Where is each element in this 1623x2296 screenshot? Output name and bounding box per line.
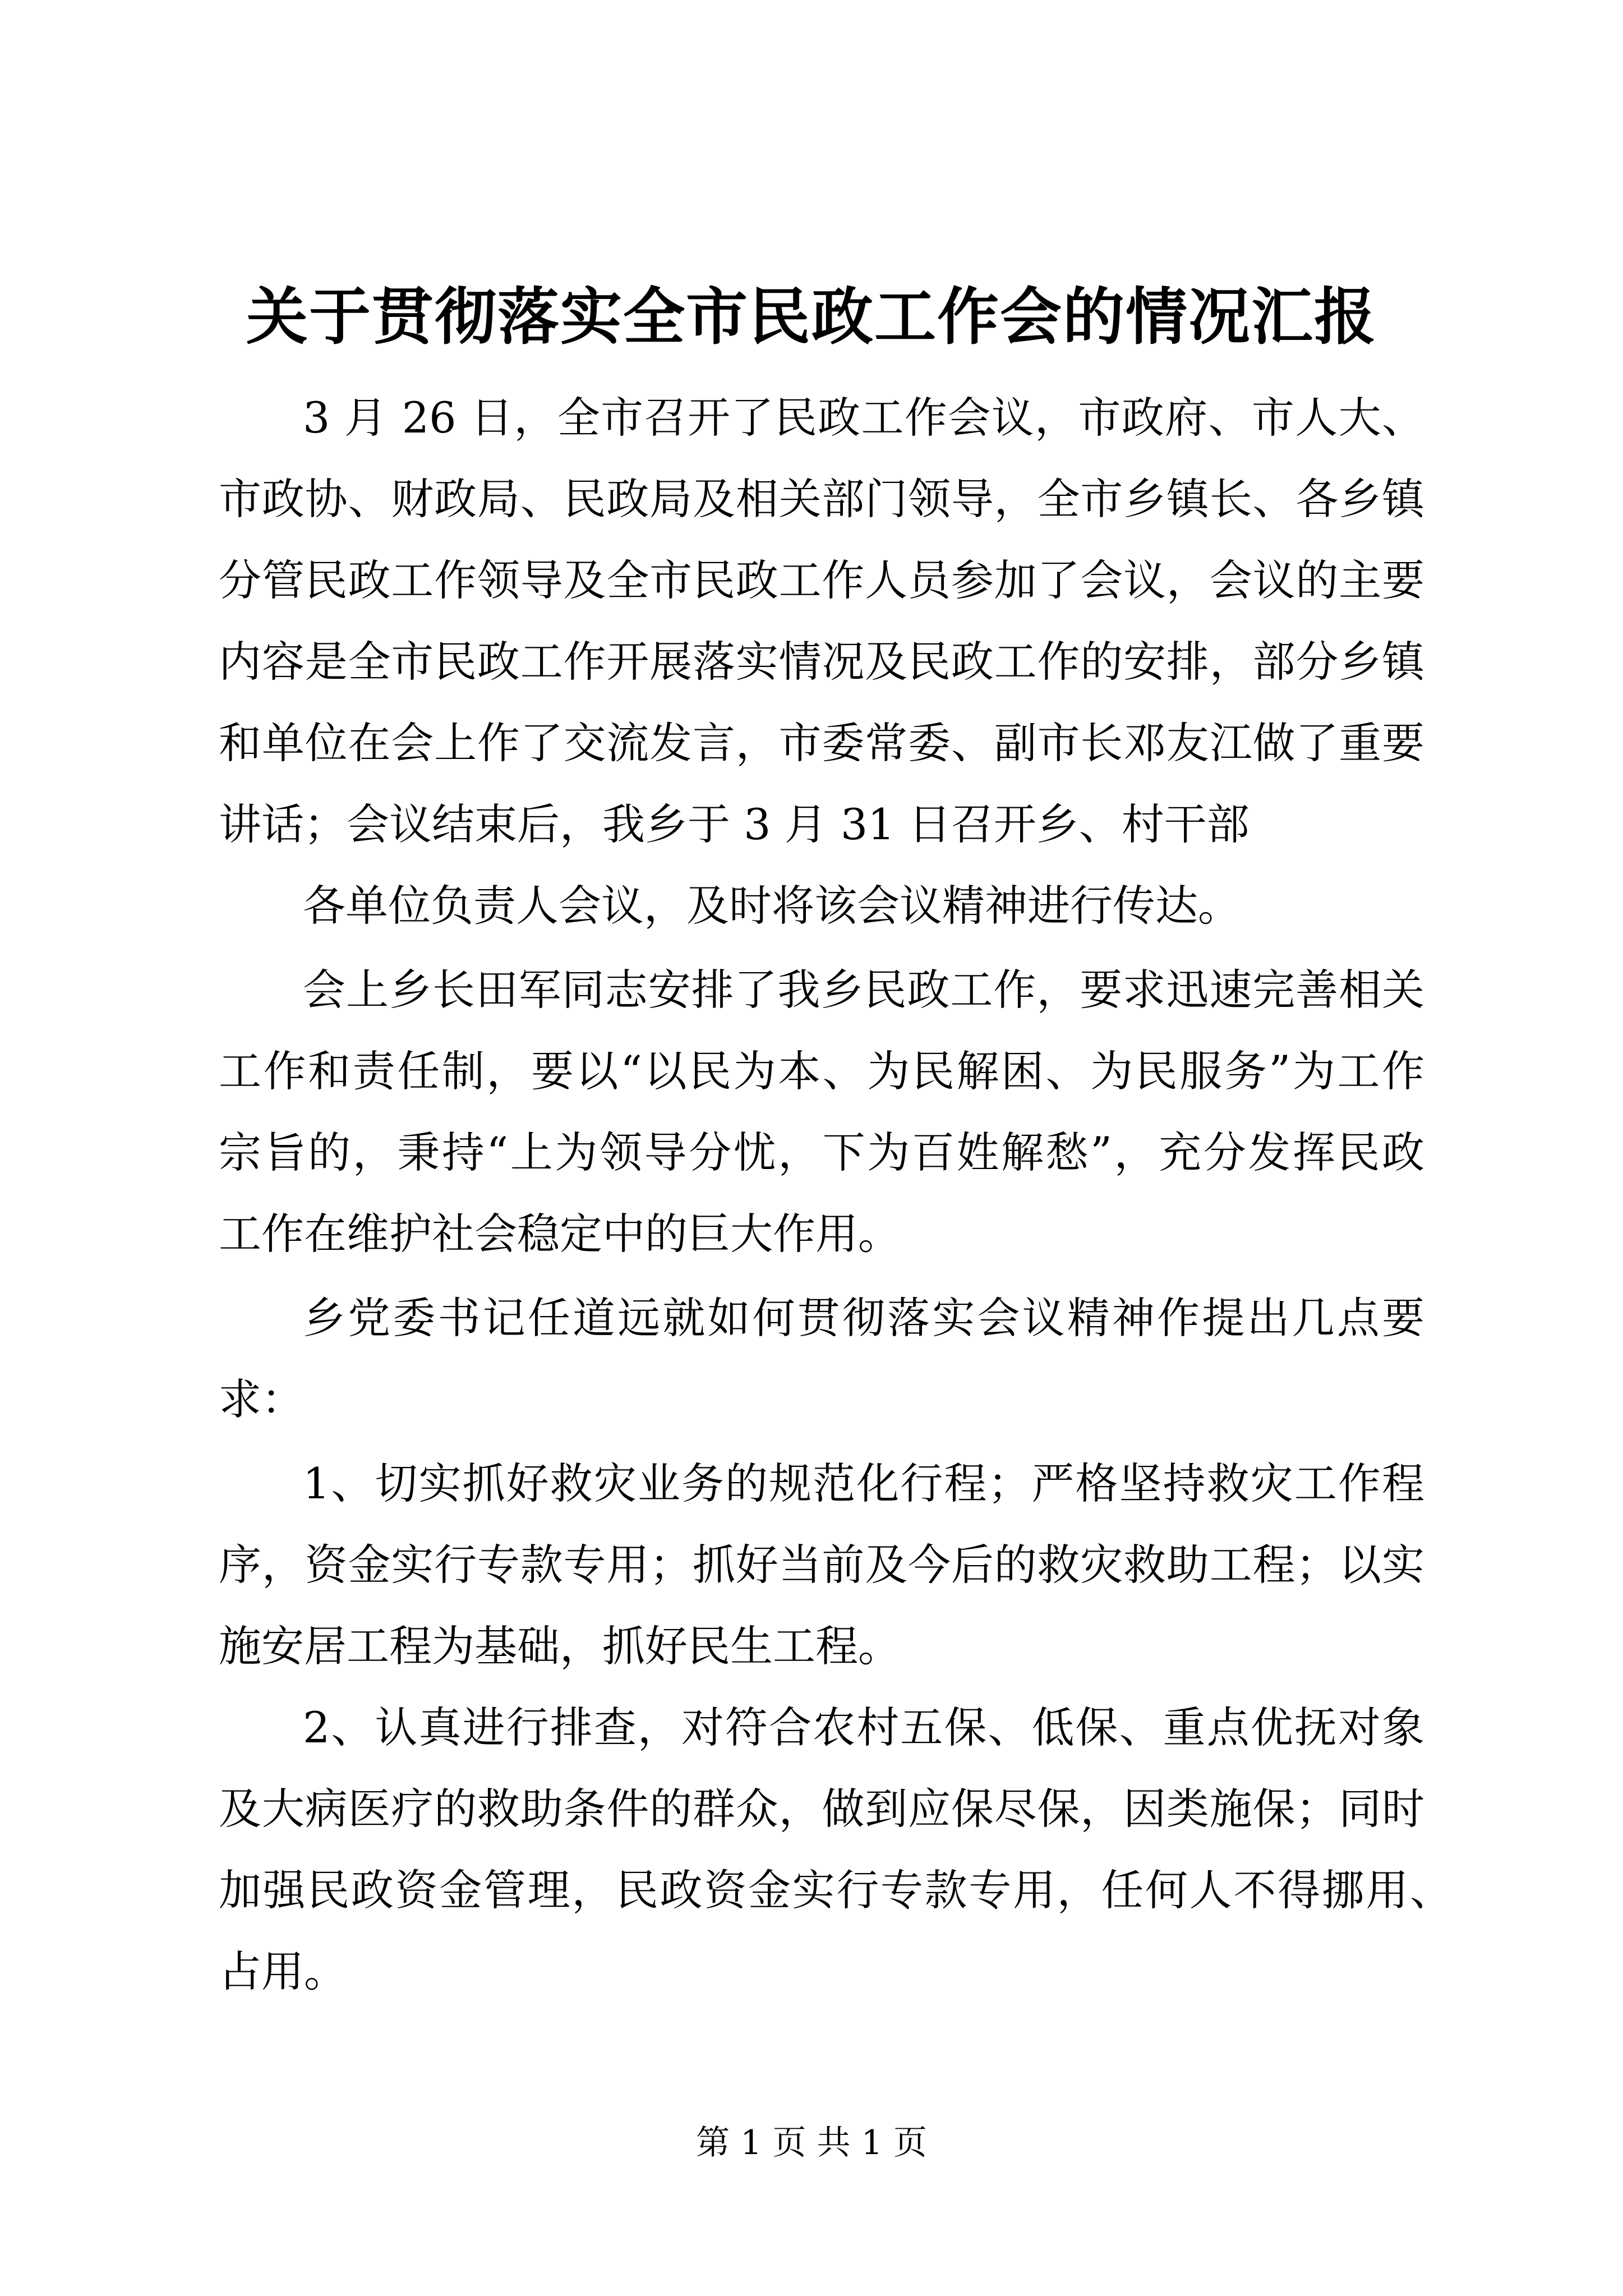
- paragraph-line: 市政协、财政局、民政局及相关部门领导，全市乡镇长、各乡镇: [219, 474, 1424, 524]
- paragraph-line: 3 月 26 日，全市召开了民政工作会议，市政府、市人大、: [303, 393, 1424, 443]
- paragraph-line: 会上乡长田军同志安排了我乡民政工作，要求迅速完善相关: [303, 965, 1424, 1015]
- paragraph-line: 序，资金实行专款专用；抓好当前及今后的救灾救助工程；以实: [219, 1540, 1424, 1590]
- paragraph-line: 讲话；会议结束后，我乡于 3 月 31 日召开乡、村干部: [219, 799, 1249, 849]
- paragraph-line: 内容是全市民政工作开展落实情况及民政工作的安排，部分乡镇: [219, 637, 1424, 687]
- paragraph-line: 和单位在会上作了交流发言，市委常委、副市长邓友江做了重要: [219, 718, 1424, 768]
- paragraph-line: 1、切实抓好救灾业务的规范化行程；严格坚持救灾工作程: [303, 1458, 1424, 1508]
- paragraph-line: 加强民政资金管理，民政资金实行专款专用，任何人不得挪用、: [219, 1865, 1453, 1915]
- paragraph-line: 工作在维护社会稳定中的巨大作用。: [219, 1209, 901, 1259]
- paragraph-line: 工作和责任制，要以“以民为本、为民解困、为民服务”为工作: [219, 1046, 1424, 1096]
- page-footer: 第 1 页 共 1 页: [696, 2123, 927, 2162]
- paragraph-line: 分管民政工作领导及全市民政工作人员参加了会议，会议的主要: [219, 555, 1424, 605]
- paragraph-line: 占用。: [219, 1947, 347, 1996]
- paragraph-line: 施安居工程为基础，抓好民生工程。: [219, 1621, 901, 1671]
- paragraph-line: 及大病医疗的救助条件的群众，做到应保尽保，因类施保；同时: [219, 1784, 1424, 1834]
- document-title: 关于贯彻落实全市民政工作会的情况汇报: [246, 280, 1377, 353]
- paragraph-line: 乡党委书记任道远就如何贯彻落实会议精神作提出几点要: [303, 1293, 1424, 1343]
- paragraph-line: 各单位负责人会议，及时将该会议精神进行传达。: [303, 881, 1241, 931]
- paragraph-line: 2、认真进行排查，对符合农村五保、低保、重点优抚对象: [303, 1703, 1424, 1752]
- paragraph-line: 宗旨的，秉持“上为领导分忧，下为百姓解愁”，充分发挥民政: [219, 1128, 1424, 1177]
- paragraph-line: 求：: [219, 1374, 304, 1424]
